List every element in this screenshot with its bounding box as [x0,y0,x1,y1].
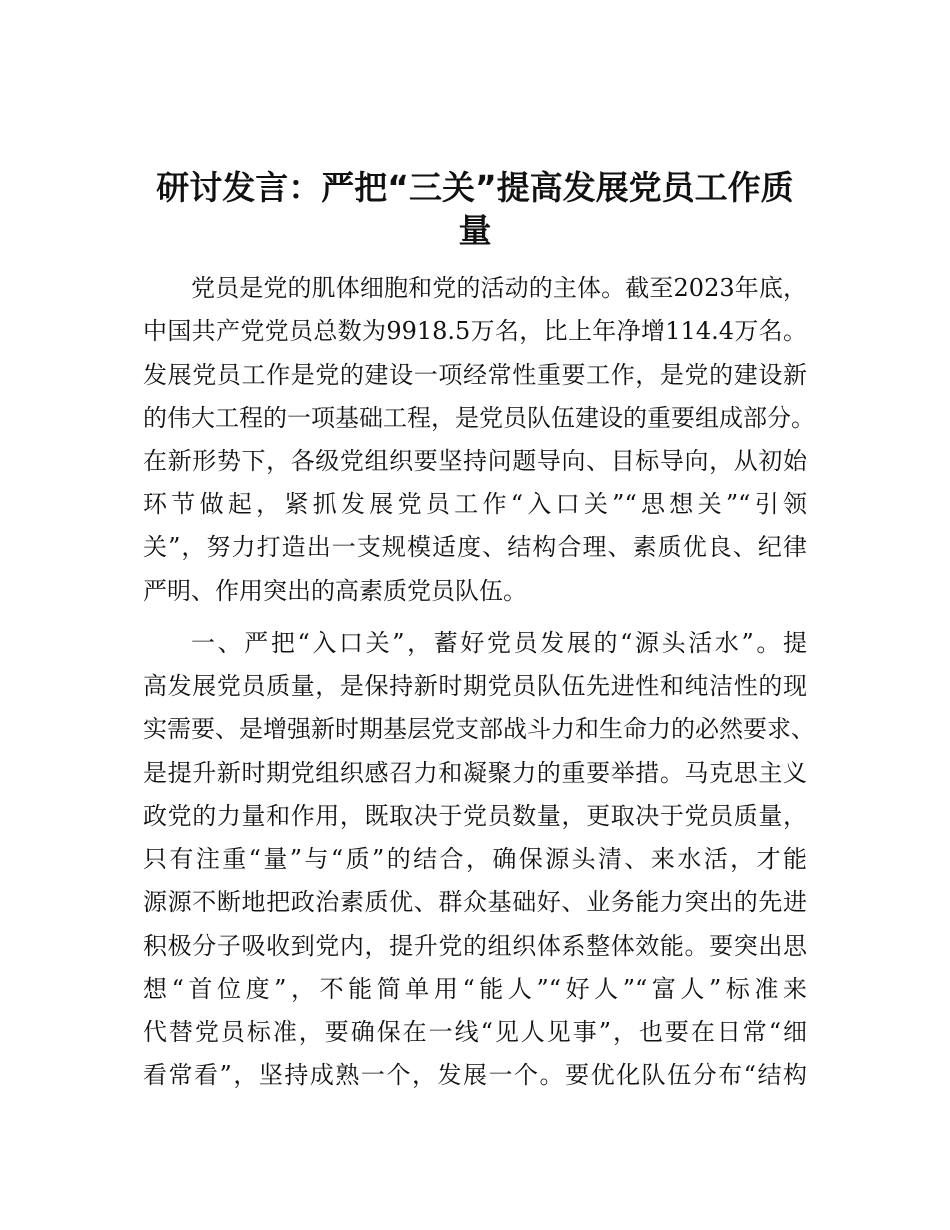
paragraph-line: 积极分子吸收到党内，提升党的组织体系整体效能。要突出思 [143,932,807,960]
paragraph-line: 在新形势下，各级党组织要坚持问题导向、目标导向，从初始 [143,447,807,475]
paragraph-line: 看常看”，坚持成熟一个，发展一个。要优化队伍分布“结构 [143,1061,807,1089]
document-title-line-1: 研讨发言：严把“三关”提高发展党员工作质 [156,168,794,207]
paragraph-line: 代替党员标准，要确保在一线“见人见事”，也要在日常“细 [143,1018,807,1046]
paragraph-line: 源源不断地把政治素质优、群众基础好、业务能力突出的先进 [143,888,807,916]
paragraph-line: 一、严把“入口关”，蓄好党员发展的“源头活水”。提 [191,629,807,657]
paragraph-line: 中国共产党党员总数为9918.5万名，比上年净增114.4万名。 [143,317,807,345]
paragraph-line: 关”，努力打造出一支规模适度、结构合理、素质优良、纪律 [143,533,807,561]
paragraph-line: 高发展党员质量，是保持新时期党员队伍先进性和纯洁性的现 [143,672,807,700]
document-title-line-2: 量 [458,211,492,250]
paragraph-line: 只有注重“量”与“质”的结合，确保源头清、来水活，才能 [143,845,807,873]
paragraph-line: 严明、作用突出的高素质党员队伍。 [143,577,527,605]
paragraph-line: 环节做起，紧抓发展党员工作“入口关”“思想关”“引领 [143,490,807,518]
paragraph-line: 的伟大工程的一项基础工程，是党员队伍建设的重要组成部分。 [143,404,815,432]
paragraph-line: 是提升新时期党组织感召力和凝聚力的重要举措。马克思主义 [143,759,807,787]
paragraph-line: 实需要、是增强新时期基层党支部战斗力和生命力的必然要求、 [143,715,815,743]
paragraph-line: 想“首位度”，不能简单用“能人”“好人”“富人”标准来 [143,975,807,1003]
paragraph-line: 发展党员工作是党的建设一项经常性重要工作，是党的建设新 [143,361,807,389]
paragraph-line: 政党的力量和作用，既取决于党员数量，更取决于党员质量， [143,802,807,830]
paragraph-line: 党员是党的肌体细胞和党的活动的主体。截至2023年底， [191,274,807,302]
